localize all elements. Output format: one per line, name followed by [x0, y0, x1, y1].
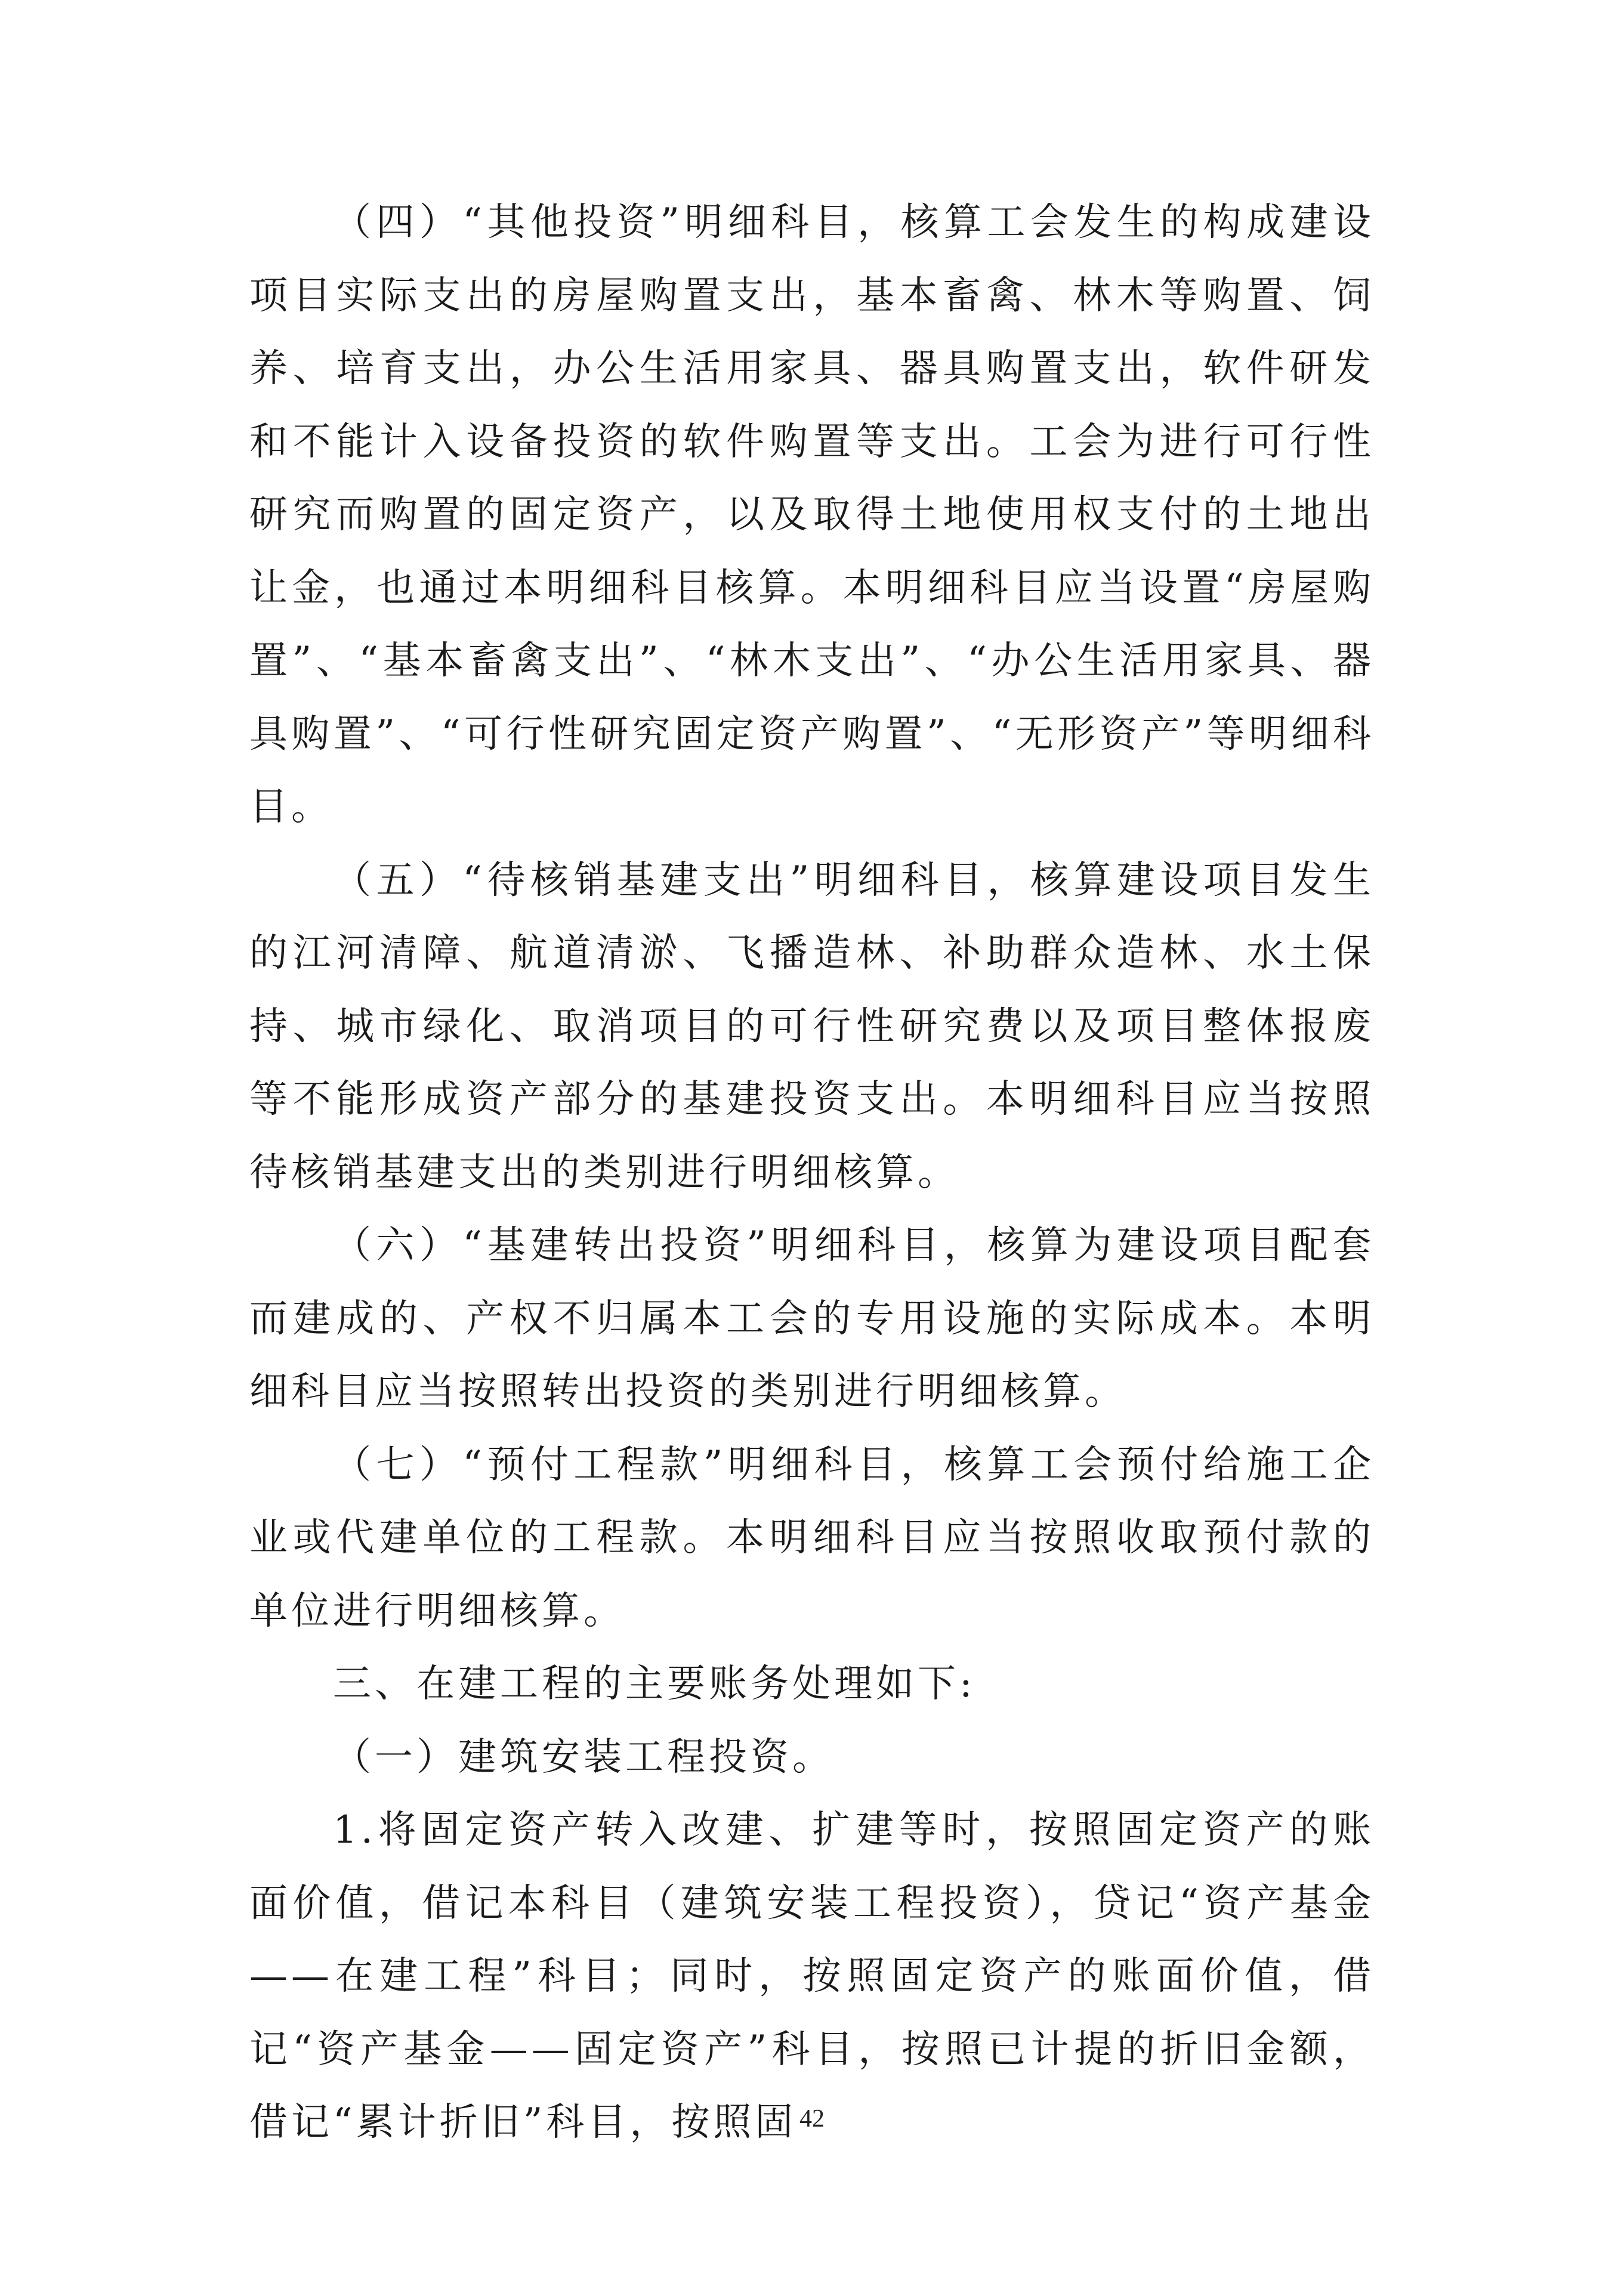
body-text [249, 186, 1375, 2159]
paragraph: （七）“预付工程款”明细科目，核算工会预付给施工企业或代建单位的工程款。本明细科目应当按照收取预付款的单位进行明细核算。 [249, 1442, 1375, 1633]
paragraph: （四）“其他投资”明细科目，核算工会发生的构成建设项目实际支出的房屋购置支出，基本畜禽、林木等购置、饲养、培育支出，办公生活用家具、器具购置支出，软件研发和不能计入设备投资的软件购置等支出。工会为进行可行性研究而购置的固定资产，以及取得土地使用权支付的土地出让金，也通过本明细科目核算。本明细科目应当设置“房屋购置”、“基本畜禽支出”、“林木支出”、“办公生活用家具、器具购置”、“可行性研究固定资产购置”、“无形资产”等明细科目。 [249, 200, 1375, 829]
paragraph: （五）“待核销基建支出”明细科目，核算建设项目发生的江河清障、航道清淤、飞播造林、补助群众造林、水土保持、城市绿化、取消项目的可行性研究费以及项目整体报废等不能形成资产部分的基建投资支出。本明细科目应当按照待核销基建支出的类别进行明细核算。 [249, 858, 1375, 1195]
paragraph: （六）“基建转出投资”明细科目，核算为建设项目配套而建成的、产权不归属本工会的专用设施的实际成本。本明细科目应当按照转出投资的类别进行明细核算。 [249, 1223, 1375, 1414]
paragraph: 1.将固定资产转入改建、扩建等时，按照固定资产的账面价值，借记本科目（建筑安装工程投资），贷记“资产基金——在建工程”科目；同时，按照固定资产的账面价值，借记“资产基金——固定资产”科目，按照已计提的折旧金额，借记“累计折旧”科目，按照固 [249, 1808, 1375, 2144]
subsection-heading: （一）建筑安装工程投资。 [333, 1735, 834, 1779]
page-number: 42 [799, 2105, 825, 2133]
section-heading: 三、在建工程的主要账务处理如下: [333, 1662, 976, 1706]
